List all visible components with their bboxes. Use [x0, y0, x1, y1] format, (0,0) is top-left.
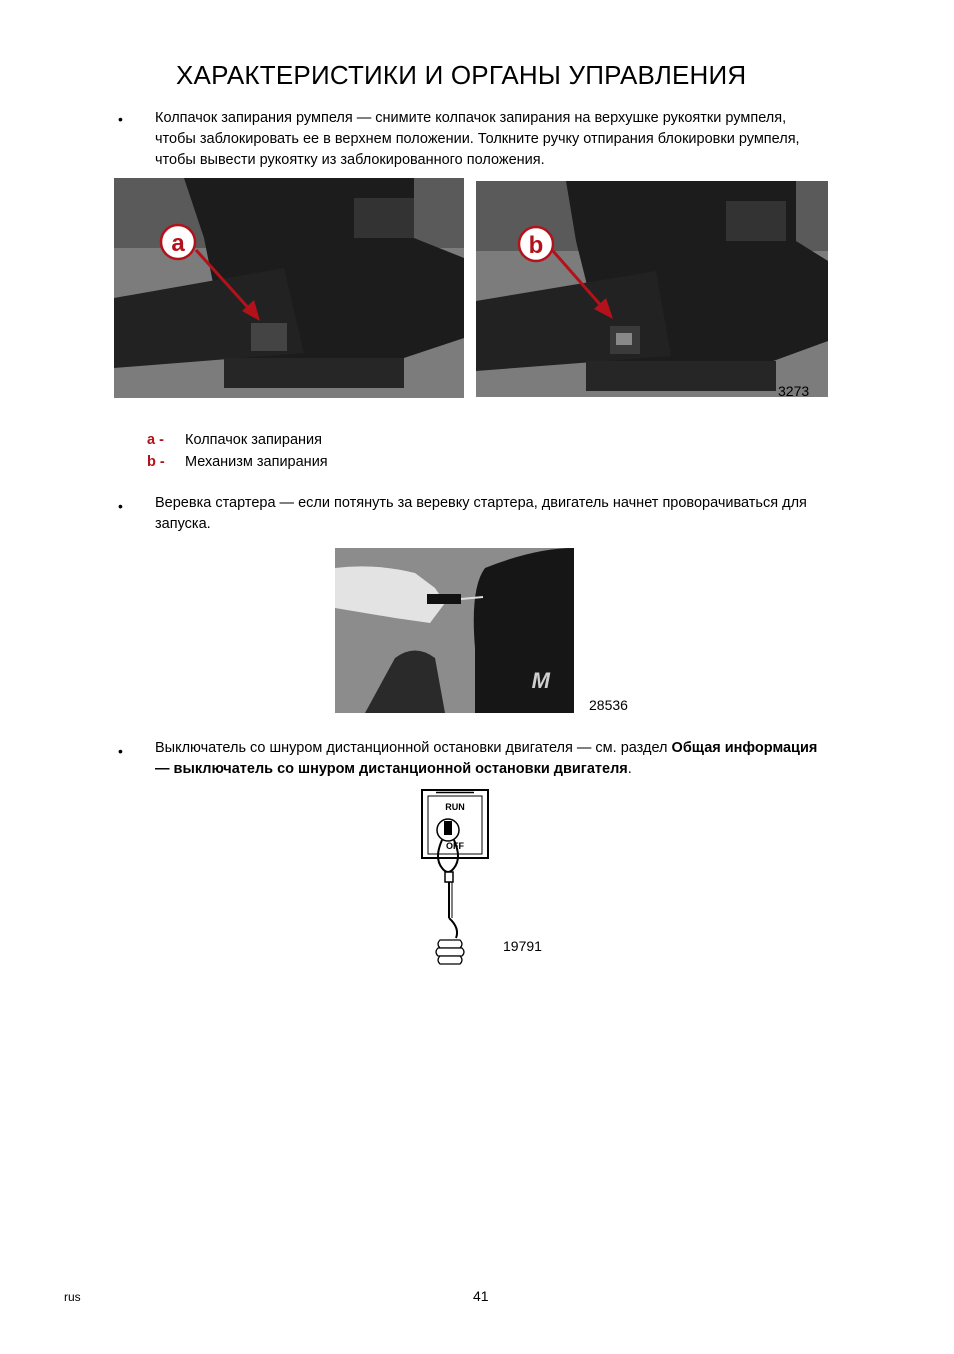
text-plain: .: [627, 761, 632, 777]
legend-item-b: [147, 454, 328, 470]
section3-text: [155, 738, 817, 780]
legend-key: b -: [147, 454, 165, 470]
section1-text: [155, 108, 800, 171]
legend-item-a: [147, 432, 322, 448]
text-line: чтобы заблокировать ее в верхнем положении. Толкните ручку отпирания блокировки румпеля,: [155, 131, 800, 147]
text-line: [155, 738, 817, 759]
figure-number: 3273: [778, 383, 810, 399]
text-line: Колпачок запирания румпеля — снимите колпачок запирания на верхушке рукоятки румпеля,: [155, 110, 787, 126]
section2-text: [155, 493, 807, 535]
starter-rope-photo: [335, 548, 574, 713]
figure-number: 28536: [589, 697, 628, 713]
page-number: 41: [473, 1288, 489, 1304]
text-line: [155, 759, 817, 780]
figure-number: 19791: [503, 938, 542, 954]
tiller-lock-mechanism-photo: [476, 181, 828, 397]
text-line: Веревка стартера — если потянуть за веревку стартера, двигатель начнет проворачиваться для: [155, 495, 807, 511]
text-line: чтобы вывести рукоятку из заблокированного положения.: [155, 152, 545, 168]
cross-reference-link[interactable]: — выключатель со шнуром дистанционной остановки двигателя: [155, 761, 628, 777]
cross-reference-link[interactable]: Общая информация: [671, 740, 818, 756]
legend-text: Колпачок запирания: [185, 432, 322, 448]
bullet: •: [118, 743, 123, 759]
svg-text:M: M: [531, 668, 550, 693]
legend-text: Механизм запирания: [185, 454, 328, 470]
bullet: •: [118, 111, 123, 127]
tiller-lock-cap-photo: [114, 178, 464, 398]
callout-b: b: [528, 232, 544, 259]
callout-a: a: [171, 230, 185, 257]
text-line: запуска.: [155, 516, 211, 532]
switch-run-label: RUN: [445, 802, 465, 812]
lanyard-stop-switch-drawing: [420, 788, 500, 966]
switch-off-label: OFF: [446, 841, 464, 851]
footer-language: rus: [64, 1290, 81, 1304]
page-title: ХАРАКТЕРИСТИКИ И ОРГАНЫ УПРАВЛЕНИЯ: [176, 60, 747, 90]
legend-key: a -: [147, 432, 164, 448]
bullet: •: [118, 498, 123, 514]
text-plain: Выключатель со шнуром дистанционной остановки двигателя — см. раздел: [155, 740, 672, 756]
